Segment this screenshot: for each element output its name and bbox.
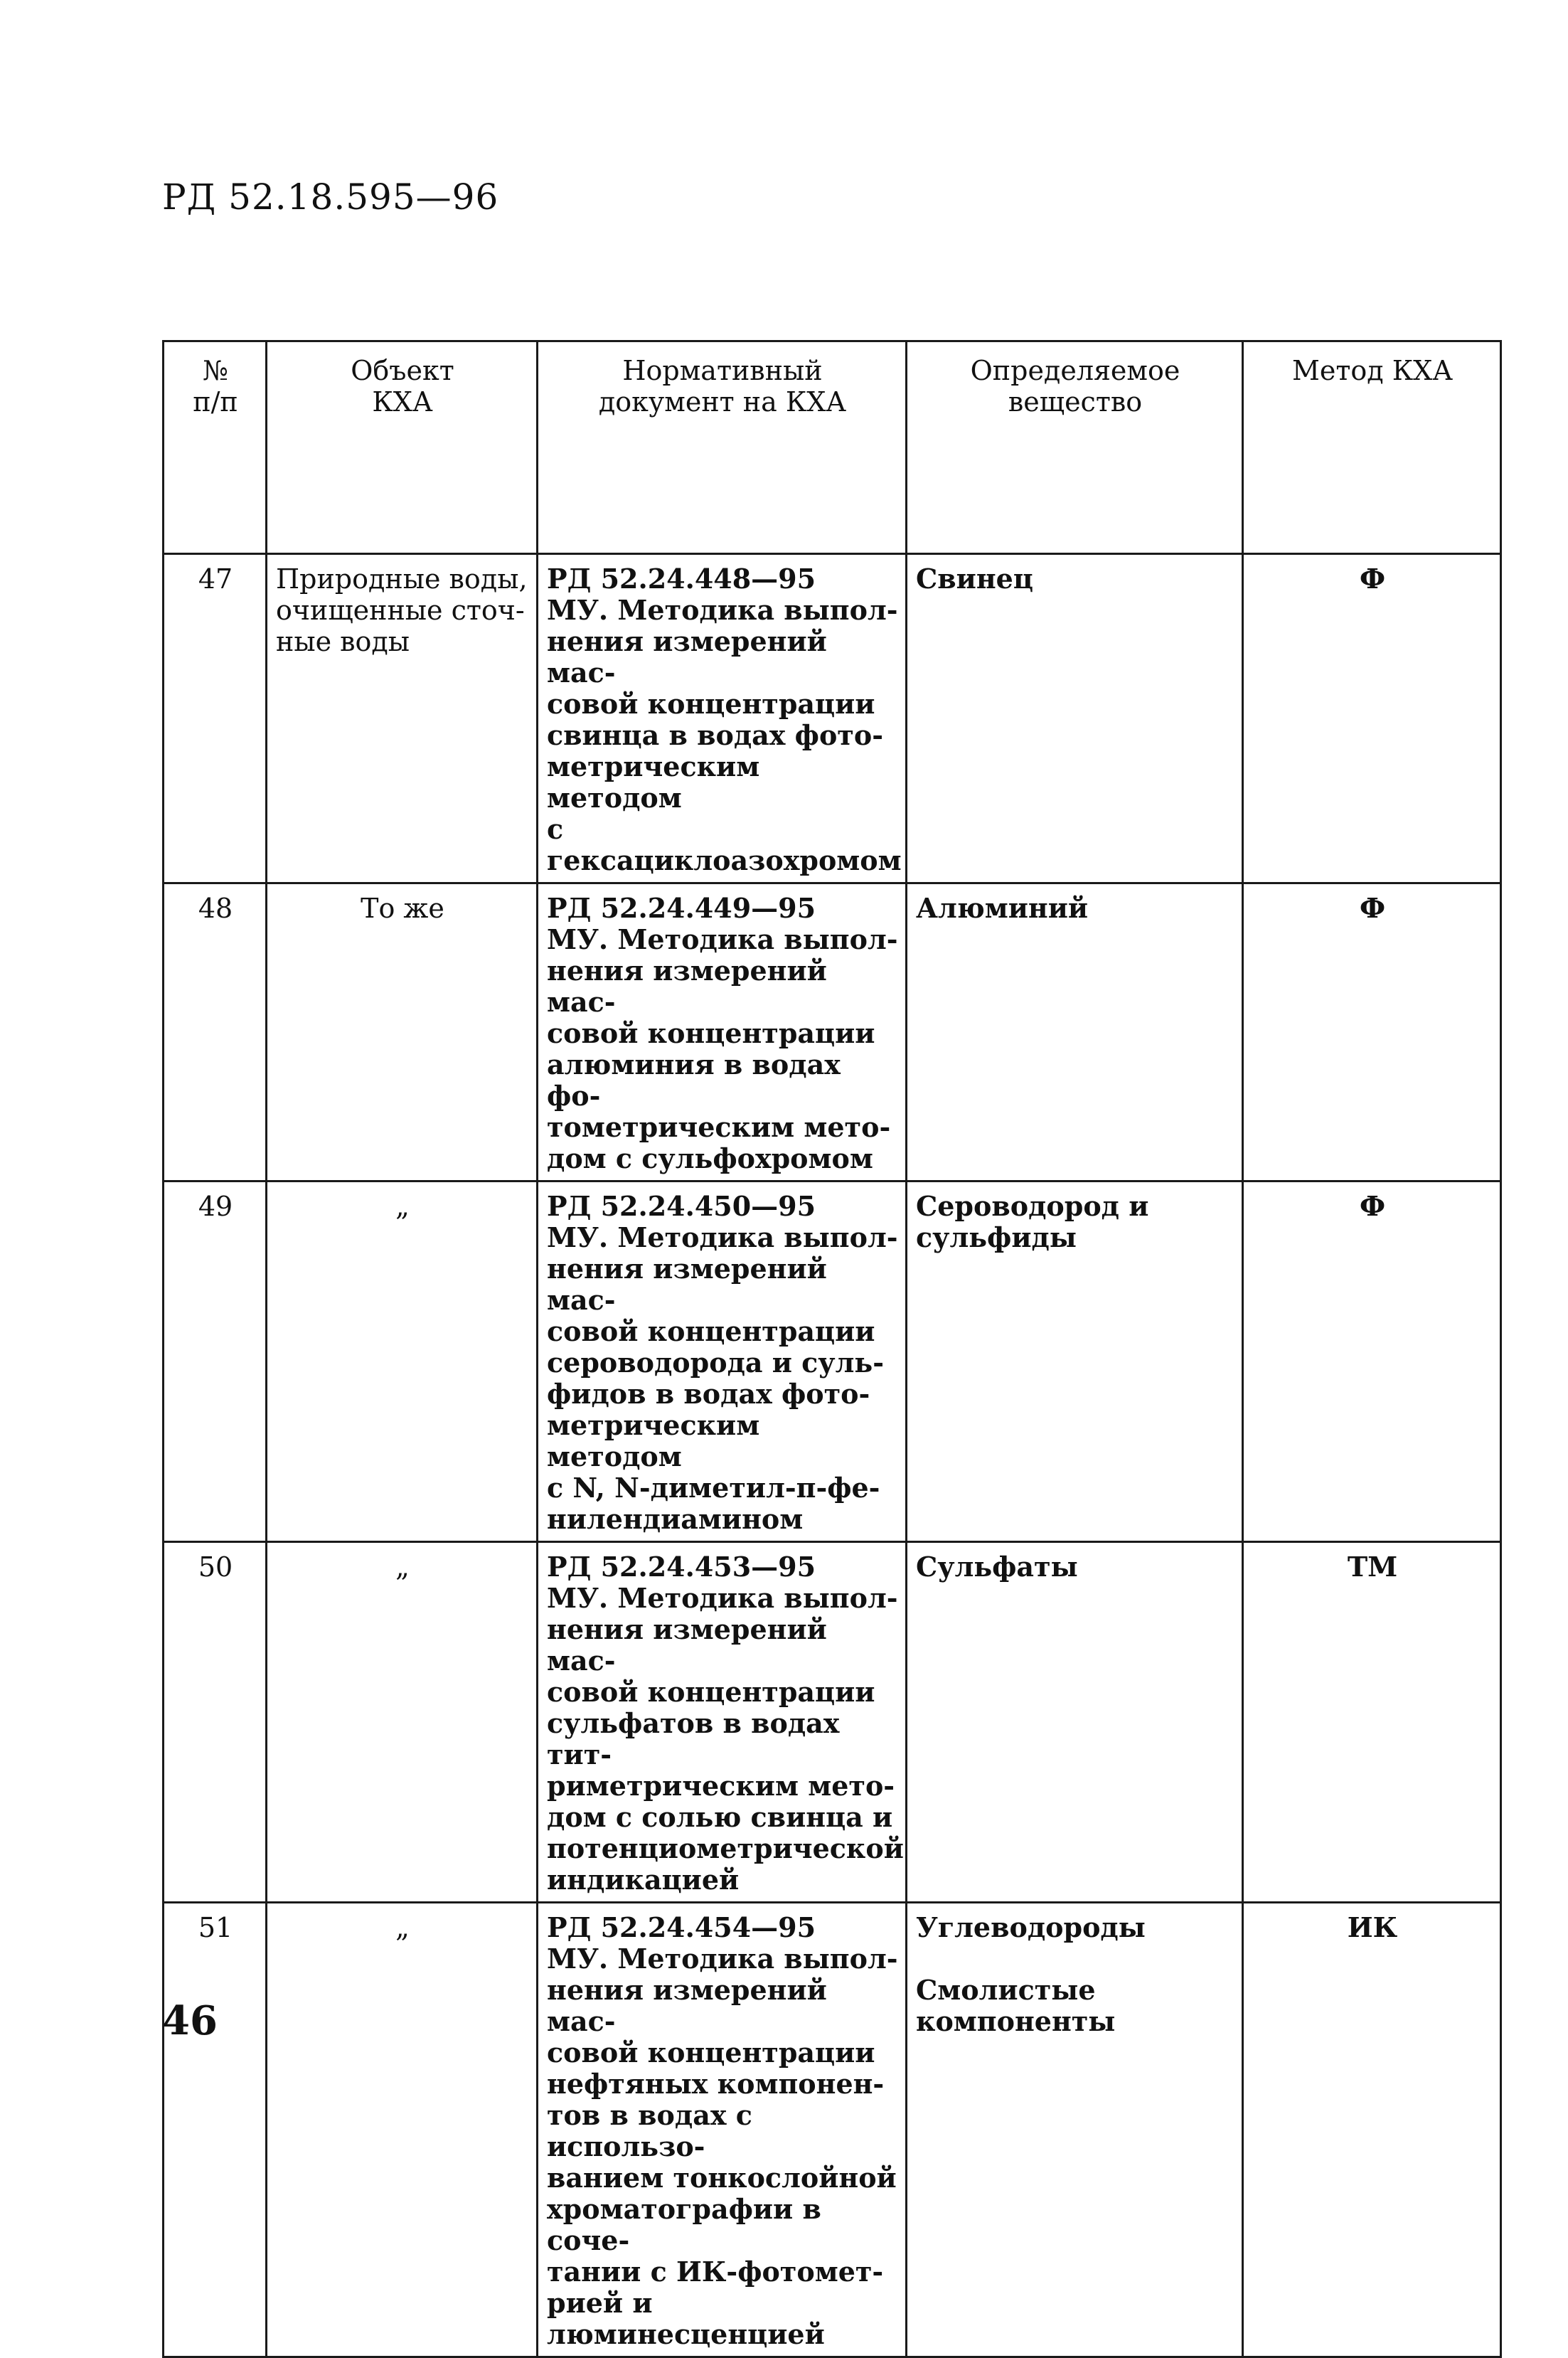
column-header-line: КХА (372, 386, 433, 418)
table-row (164, 1542, 1501, 1903)
table-row (164, 883, 1501, 1181)
table-row (164, 1903, 1501, 2357)
row-method: ИК (1243, 1903, 1501, 2357)
row-document: РД 52.24.449—95 МУ. Методика выпол- нения измерений мас- совой концентрации алюминия в водах фо- тометрическим мето- дом с сульфохромом (538, 883, 907, 1181)
methods-table (162, 340, 1502, 2358)
column-header-number (164, 341, 267, 554)
column-header-line: Нормативный (622, 355, 823, 386)
column-header-substance (907, 341, 1243, 554)
column-header-line: Метод КХА (1291, 355, 1453, 386)
row-method: Ф (1243, 1181, 1501, 1542)
document-code-header: РД 52.18.595—96 (162, 176, 499, 218)
column-header-line: п/п (193, 386, 238, 418)
page-number: 46 (162, 1997, 218, 2044)
row-object: „ (267, 1903, 538, 2357)
column-header-line: документ на КХА (598, 386, 847, 418)
table-row (164, 1181, 1501, 1542)
column-header-line: Определяемое (970, 355, 1180, 386)
row-number: 47 (164, 554, 267, 883)
column-header-method (1243, 341, 1501, 554)
row-substance: Свинец (907, 554, 1243, 883)
column-header-line: № (203, 355, 228, 386)
column-header-line: вещество (1008, 386, 1143, 418)
column-header-document (538, 341, 907, 554)
row-document: РД 52.24.453—95 МУ. Методика выпол- нения измерений мас- совой концентрации сульфатов в водах тит- риметрическим мето- дом с солью свинца и потенциометрической индикацией (538, 1542, 907, 1903)
row-substance: Сульфаты (907, 1542, 1243, 1903)
row-object: Природные воды, очищенные сточ- ные воды (267, 554, 538, 883)
row-object: „ (267, 1542, 538, 1903)
column-header-line: Объект (351, 355, 454, 386)
row-document: РД 52.24.448—95 МУ. Методика выпол- нения измерений мас- совой концентрации свинца в водах фото- метрическим методом с гексациклоазохромом (538, 554, 907, 883)
row-number: 49 (164, 1181, 267, 1542)
column-header-object (267, 341, 538, 554)
row-number: 50 (164, 1542, 267, 1903)
row-method: ТМ (1243, 1542, 1501, 1903)
row-method: Ф (1243, 883, 1501, 1181)
row-substance: Алюминий (907, 883, 1243, 1181)
row-object: „ (267, 1181, 538, 1542)
row-method: Ф (1243, 554, 1501, 883)
row-substance: Углеводороды Смолистые компоненты (907, 1903, 1243, 2357)
row-document: РД 52.24.450—95 МУ. Методика выпол- нения измерений мас- совой концентрации сероводорода и суль- фидов в водах фото- метрическим методом с N, N-диметил-п-фе- нилендиамином (538, 1181, 907, 1542)
table-row (164, 554, 1501, 883)
row-document: РД 52.24.454—95 МУ. Методика выпол- нения измерений мас- совой концентрации нефтяных компонен- тов в водах с использо- ванием тонкослойной хроматографии в соче- тании с ИК-фотомет- рией и люминесценцией (538, 1903, 907, 2357)
row-object: То же (267, 883, 538, 1181)
row-substance: Сероводород и сульфиды (907, 1181, 1243, 1542)
row-number: 51 (164, 1903, 267, 2357)
table-header-row (164, 341, 1501, 554)
row-number: 48 (164, 883, 267, 1181)
